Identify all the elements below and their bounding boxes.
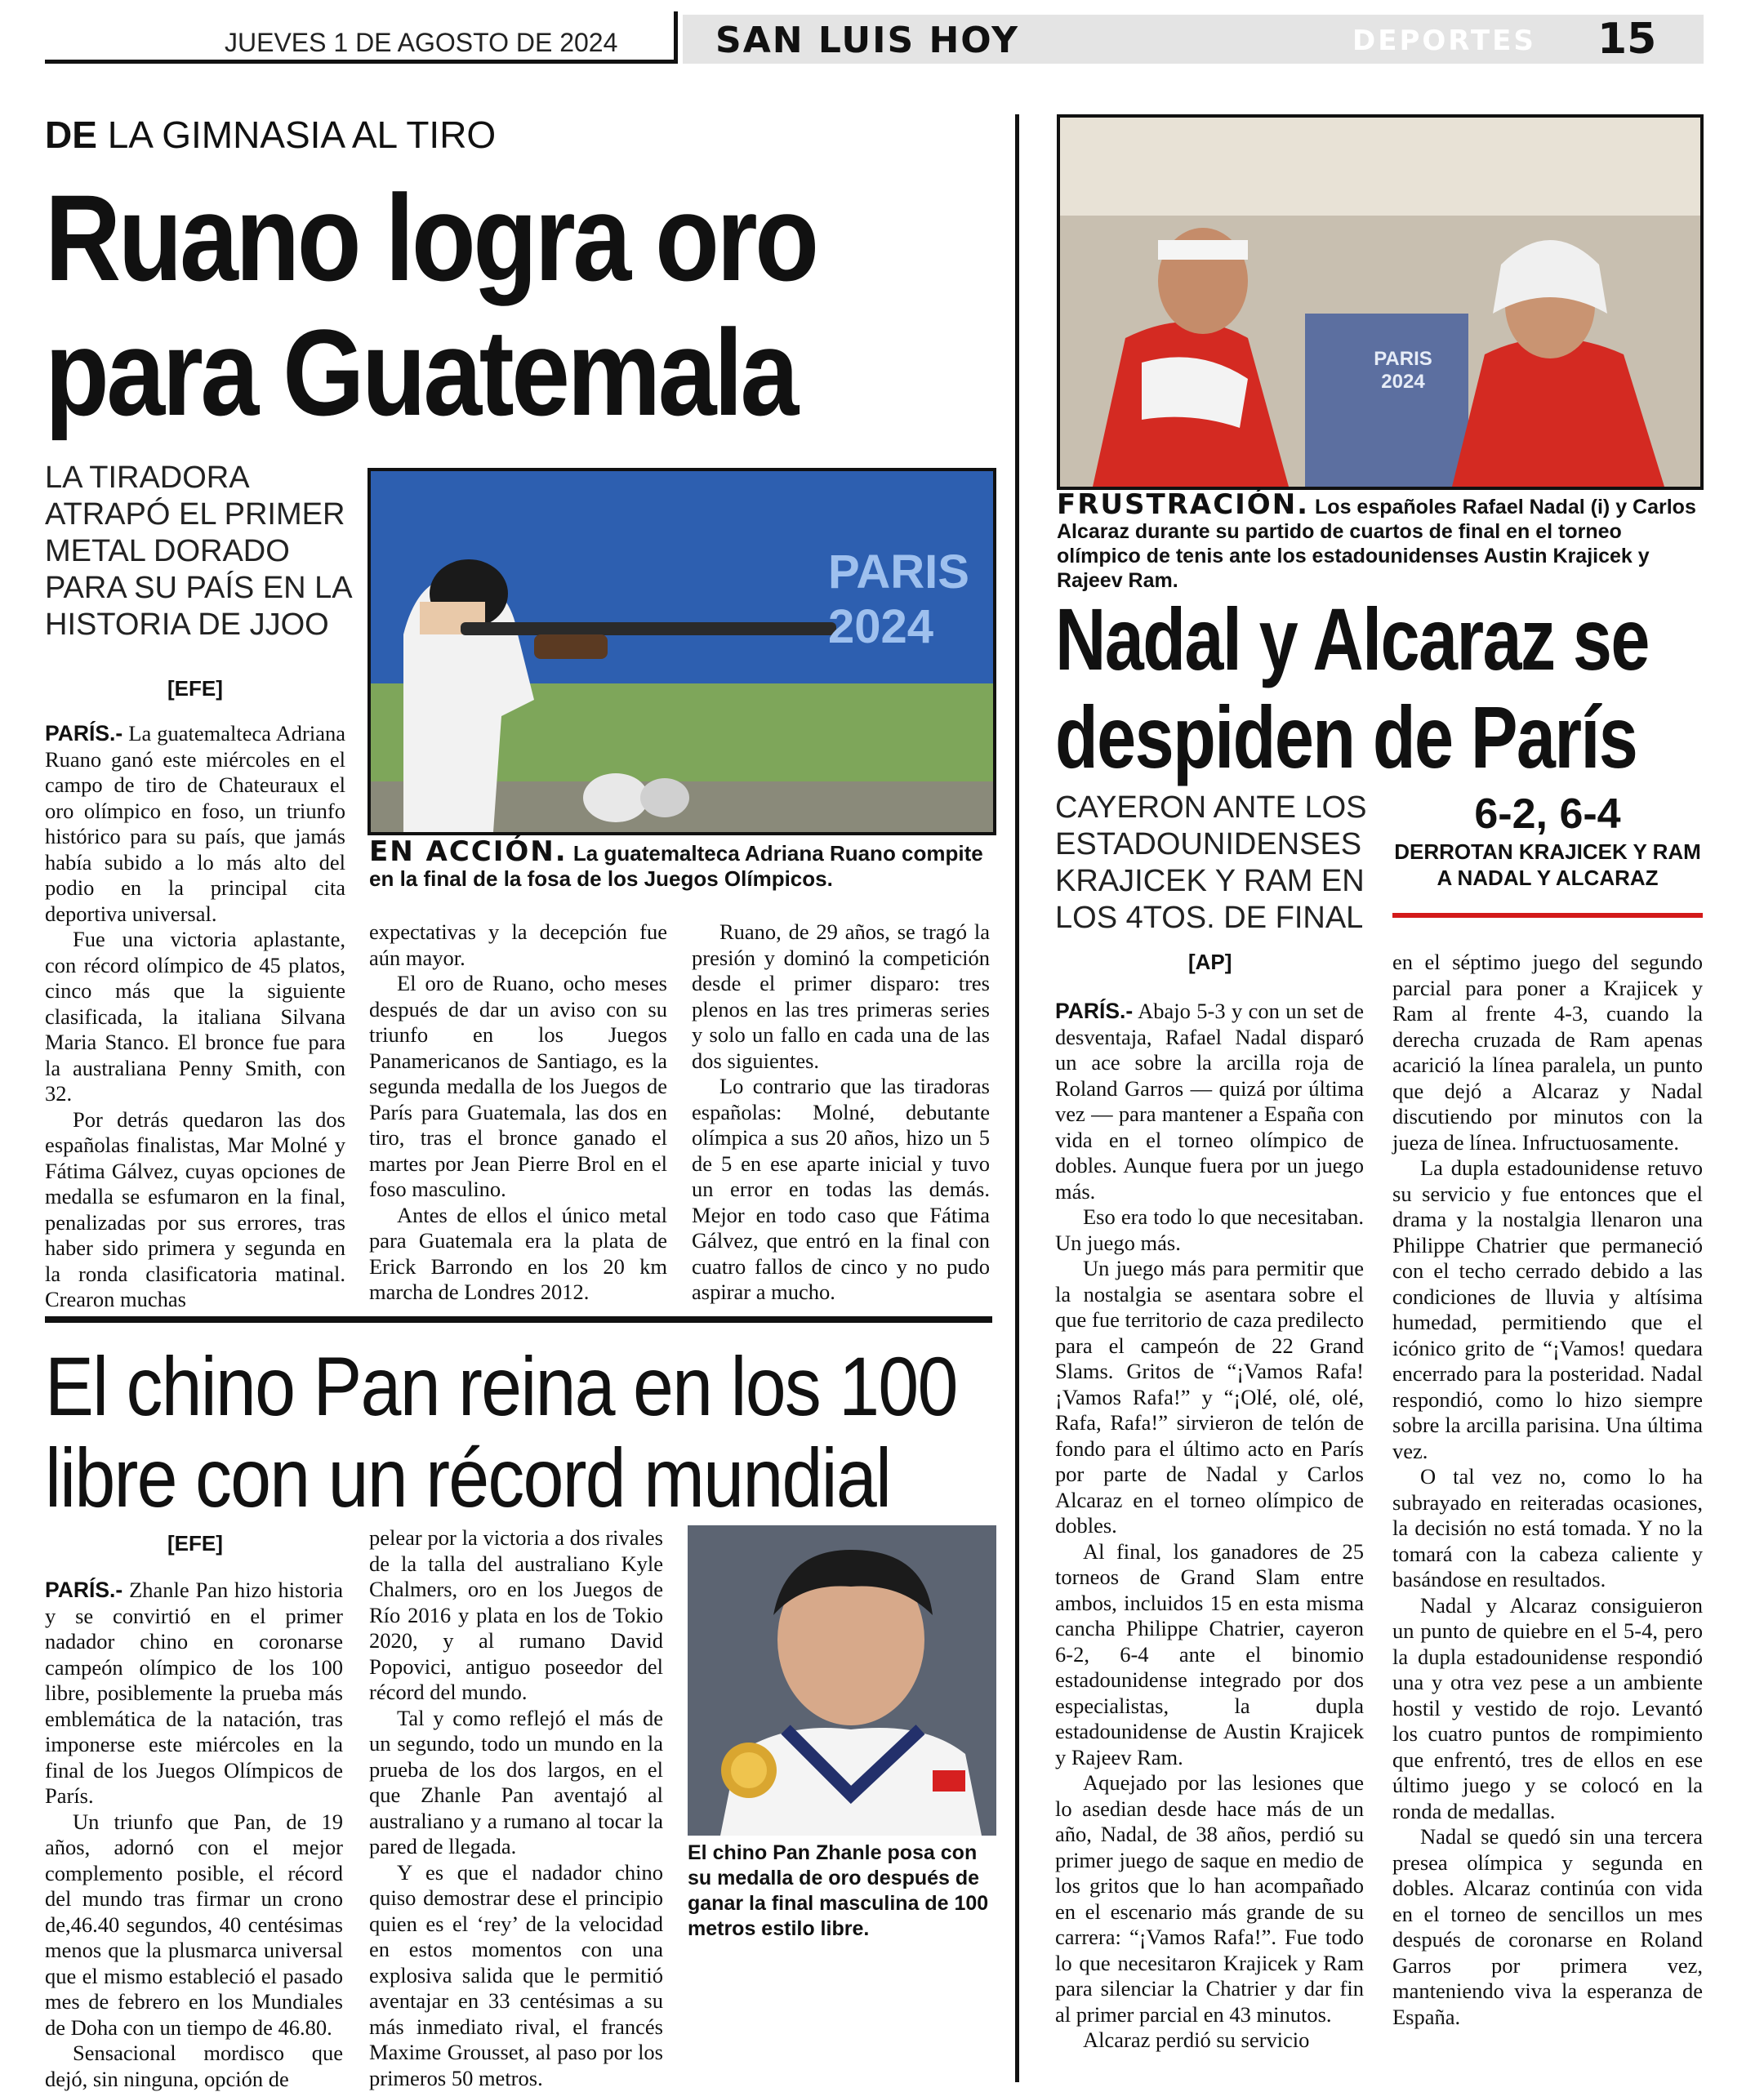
headline-line-1: El chino Pan reina en los 100: [45, 1340, 957, 1433]
swimmer-photo-caption: El chino Pan Zhanle posa con su medalla de oro después de ganar la final masculina de 100 metros estilo libre.: [688, 1841, 989, 1940]
paragraph: Y es que el nadador chino quiso demostrar dese el principio quien es el ‘rey’ de la velocidad en estos momentos con una explosiva salida que le permitió aventajar en 33 centésimas a su más inmediato rival, el francés Maxime Grousset, al paso por los primeros 50 metros.: [369, 1859, 663, 2090]
story1-column-1: [45, 721, 345, 1313]
paragraph: Lo contrario que las tiradoras españolas: Molné, debutante olímpica a sus 20 años, hizo un 5 de 5 en ese aparte inicial y tuvo un error en todas las demás. Mejor en todo caso que Fátima Gálvez, que entró en la final con cuatro fallos de cinco y no pudo aspirar a mucho.: [692, 1074, 990, 1304]
paragraph: Antes de ellos el único metal para Guatemala era la plata de Erick Barrondo en los 20 km marcha de Londres 2012.: [369, 1202, 667, 1304]
paragraph: Por detrás quedaron las dos españolas finalistas, Mar Molné y Fátima Gálvez, cuyas opciones de medalla se esfumaron en la final, penalizadas por sus errores, tras haber sido primera y segunda en la ronda clasificatoria matinal. Crearon muchas: [45, 1106, 345, 1311]
deck: CAYERON ANTE LOS ESTADOUNIDENSES KRAJICEK Y RAM EN LOS 4TOS. DE FINAL: [1055, 790, 1367, 935]
byline-credit: [AP]: [1188, 950, 1232, 974]
story2-column-2: [369, 1525, 663, 2091]
paragraph: Nadal se quedó sin una tercera presea olímpica y segunda en dobles. Alcaraz continúa con vida en el torneo de sencillos un mes después de coronarse en Roland Garros por primera vez, manteniendo viva la esperanza de España.: [1392, 1824, 1703, 2029]
paragraph: en el séptimo juego del segundo parcial para poner a Krajicek y Ram al frente 4-3, cuando la derecha cruzada de Ram apenas acarició la línea paralela, un punto que dejó a Alcaraz y Nadal discutiendo por minutos con la jueza de línea. Infructuosamente.: [1392, 950, 1703, 1155]
caption-lead: EN ACCIÓN.: [369, 835, 568, 868]
paragraph: Abajo 5-3 y con un set de desventaja, Rafael Nadal disparó un ace sobre la arcilla roja de Roland Garros — quizá por última vez — para mantener a España con vida en el torneo olímpico de dobles. Aunque fuera por un juego más.: [1055, 999, 1364, 1204]
final-score: 6-2, 6-4: [1474, 790, 1621, 838]
paragraph: Un juego más para permitir que la nostalgia se asentara sobre el que fue territorio de caza predilecto para el campeón de 22 Grand Slams. Gritos de “¡Vamos Rafa! ¡Vamos Rafa!” y “¡Olé, olé, olé, Rafa, Rafa!” sirvieron de telón de fondo para el último acto en París por parte de Nadal y Carlos Alcaraz en el torneo olímpico de dobles.: [1055, 1256, 1364, 1538]
headline-line-1: Ruano logra oro: [45, 169, 817, 306]
photo-banner-text: PARIS 2024: [828, 545, 969, 653]
story1-column-3: [692, 919, 990, 1306]
paragraph: Alcaraz perdió su servicio: [1083, 2027, 1310, 2052]
byline-credit: [EFE]: [167, 676, 223, 701]
paragraph: Aquejado por las lesiones que lo asedian desde hace más de un año, Nadal, de 38 años, perdió su primer juego de saque en medio de los gritos que lo han acompañado en el escenario más grande de su carrera: “¡Vamos Rafa!”. Fue todo lo que necesitaron Krajicek y Ram para silenciar la Chatrier y dar fin al primer parcial en 43 minutos.: [1055, 1770, 1364, 2027]
dateline: PARÍS.-: [45, 721, 123, 746]
story2-column-1: [45, 1578, 343, 2092]
score-subtitle: DERROTAN KRAJICEK Y RAM A NADAL Y ALCARAZ: [1394, 839, 1701, 890]
column-divider: [1015, 114, 1019, 2082]
kicker-text: LA GIMNASIA AL TIRO: [107, 114, 497, 156]
headline-line-2: para Guatemala: [45, 304, 796, 441]
headline-line-2: despiden de París: [1055, 688, 1637, 786]
tennis-photo: [1057, 114, 1704, 490]
paragraph: La dupla estadounidense retuvo su servicio y fue entonces que el drama y la nostalgia llenaron una Philippe Chatrier que permaneció con el techo cerrado debido a las condiciones de lluvia y altísima humedad, permitiendo que el icónico grito de “¡Vamos! quedara encerrado para la posteridad. Nadal respondió, como lo hizo siempre sobre la arcilla parisina. Una última vez.: [1392, 1155, 1703, 1463]
header-bar: [683, 15, 1704, 64]
photo-backdrop-text: PARIS 2024: [1374, 348, 1432, 393]
swimmer-illustration: [688, 1525, 996, 1836]
paragraph: Nadal y Alcaraz consiguieron un punto de quiebre en el 5-4, pero la dupla estadounidense respondió una y otra vez pese a un ambiente hostil y vestido de rojo. Levantó los cuatro puntos de rompimiento que enfrentó, tres de ellos en ese último juego y se colocó en la ronda de medallas.: [1392, 1592, 1703, 1823]
kicker: [45, 113, 496, 157]
tennis-photo-caption: [1057, 488, 1704, 593]
accent-rule: [1392, 913, 1703, 918]
paragraph: Al final, los ganadores de 25 torneos de Grand Slam entre ambos, incluidos 15 en esta misma cancha Philippe Chatrier, cayeron 6-2, 6-4 ante el binomio estadounidense integrado por dos especialistas, la dupla estadounidense de Austin Krajicek y Rajeev Ram.: [1055, 1538, 1364, 1769]
paragraph: El oro de Ruano, ocho meses después de dar un aviso con su triunfo en los Juegos Panamericanos de Santiago, es la segunda medalla de los Juegos de París para Guatemala, las dos en tiro, tras el bronce ganado el martes por Jean Pierre Brol en el foso masculino.: [369, 971, 667, 1201]
story1-column-2: [369, 919, 667, 1306]
headline-line-2: libre con un récord mundial: [45, 1431, 891, 1524]
paragraph: Zhanle Pan hizo historia y se convirtió en el primer nadador chino en coronarse campeón olímpico de los 100 libre, posiblemente la prueba más emblemática de la natación, tras imponerse este miércoles en la final de los Juegos Olímpicos de París.: [45, 1578, 344, 1808]
paragraph: La guatemalteca Adriana Ruano ganó este miércoles en el campo de tiro de Chateuraux el oro olímpico en foso, un triunfo histórico para su país, que jamás había subido a lo más alto del podio en la principal cita deportiva universal.: [45, 721, 346, 926]
section-name: DEPORTES: [1352, 24, 1536, 57]
swimmer-photo: [688, 1525, 996, 1836]
paragraph: Tal y como reflejó el más de un segundo, todo un mundo en la prueba de los dos largos, en el que Zhanle Pan aventajó al australiano y a rumano al tocar la pared de llegada.: [369, 1705, 663, 1858]
issue-date: JUEVES 1 DE AGOSTO DE 2024: [225, 28, 618, 57]
caption-text: La guatemalteca Adriana Ruano compite en la final de la fosa de los Juegos Olímpicos.: [369, 841, 983, 891]
caption-text: Los españoles Rafael Nadal (i) y Carlos Alcaraz durante su partido de cuartos de final en el torneo olímpico de tenis ante los estadounidenses Austin Krajicek y Rajeev Ram.: [1057, 496, 1696, 592]
story3-column-1: [1055, 999, 1364, 2054]
paragraph: O tal vez no, como lo ha subrayado en reiteradas ocasiones, la decisión no está tomada. Y no la tomará con la cabeza caliente y basándose en resultados.: [1392, 1464, 1703, 1591]
deck: LA TIRADORA ATRAPÓ EL PRIMER METAL DORADO PARA SU PAÍS EN LA HISTORIA DE JJOO: [45, 461, 351, 642]
header-date-box: [45, 11, 678, 64]
newspaper-name: SAN LUIS HOY: [715, 20, 1019, 61]
story-separator: [45, 1316, 992, 1323]
kicker-bold: DE: [45, 114, 97, 156]
paragraph: pelear por la victoria a dos rivales de la talla del australiano Kyle Chalmers, oro en los Juegos de Río 2016 y plata en los de Tokio 2020, y al rumano David Popovici, antiguo poseedor del récord del mundo.: [369, 1525, 663, 1704]
score-box: [1392, 790, 1703, 891]
dateline: PARÍS.-: [1055, 999, 1134, 1023]
paragraph: Eso era todo lo que necesitaban. Un juego más.: [1055, 1204, 1364, 1255]
shooter-photo-caption: [369, 835, 998, 892]
story3-column-2: [1392, 950, 1703, 2030]
tennis-illustration: [1060, 118, 1700, 487]
byline-credit: [EFE]: [167, 1531, 223, 1556]
page-number: 15: [1597, 15, 1657, 64]
headline-line-1: Nadal y Alcaraz se: [1055, 590, 1649, 688]
paragraph: Ruano, de 29 años, se tragó la presión y dominó la competición desde el primer disparo: tres plenos en las tres primeras series y solo un fallo en cada una de las dos siguientes.: [692, 919, 990, 1073]
paragraph: Fue una victoria aplastante, con récord olímpico de 45 platos, cinco más que la siguiente clasificada, la italiana Silvana Maria Stanco. El bronce fue para la australiana Penny Smith, con 32.: [45, 927, 345, 1106]
dateline: PARÍS.-: [45, 1578, 123, 1602]
shooter-photo: [368, 468, 996, 835]
caption-lead: FRUSTRACIÓN.: [1057, 488, 1310, 521]
paragraph: expectativas y la decepción fue aún mayor.: [369, 919, 667, 970]
paragraph: Sensacional mordisco que dejó, sin ninguna, opción de: [45, 2041, 343, 2091]
paragraph: Un triunfo que Pan, de 19 años, adornó con el mejor complemento posible, el récord del mundo tras firmar un crono de,46.40 segundos, 40 centésimas menos que la plusmarca universal que el mismo estableció el pasado mes de febrero en los Mundiales de Doha con un tiempo de 46.80.: [45, 1809, 343, 2040]
